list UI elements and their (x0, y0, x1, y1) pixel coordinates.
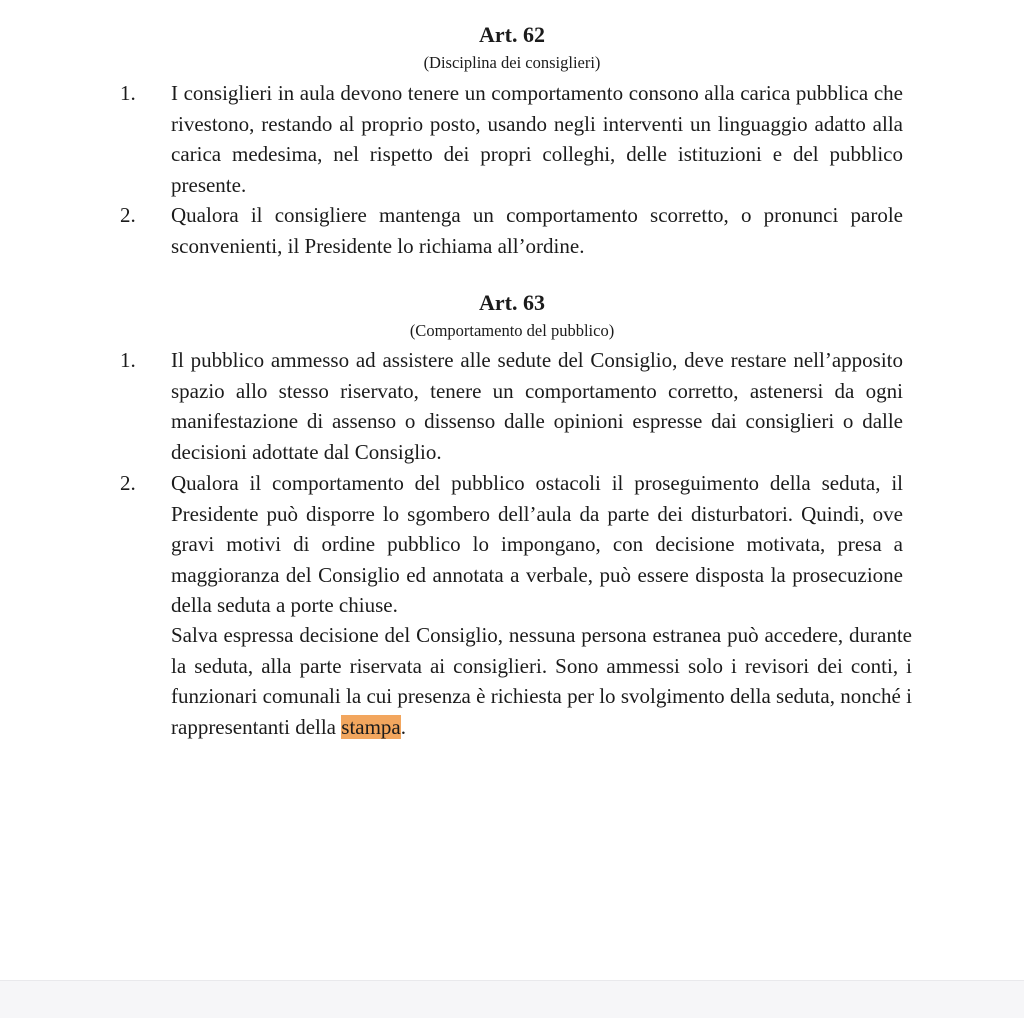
article-63-title: Art. 63 (479, 290, 545, 315)
article-63-subtitle: (Comportamento del pubblico) (409, 321, 615, 340)
closing-period: . (400, 714, 406, 739)
highlighted-word: stampa (341, 714, 401, 739)
article-63-item-2-text: Qualora il comportamento del pubblico ostacoli il proseguimento della seduta, il Presidente può disporre lo sgombero dell’aula da parte dei disturbatori. Quindi, ove gravi motivi di ordine pubblico lo impongano, con decisione motivata, presa a maggioranza del Consiglio ed annotata a verbale, può essere disposta la prosecuzione della seduta a porte chiuse. (171, 471, 903, 617)
article-62-title: Art. 62 (479, 22, 545, 47)
article-63-item-1-text: Il pubblico ammesso ad assistere alle sedute del Consiglio, deve restare nell’apposito spazio allo stesso riservato, tenere un comportamento corretto, astenersi da ogni manifestazione di assenso o dissenso dalle opinioni espresse dai consiglieri o dalle decisioni adottate dal Consiglio. (171, 348, 903, 464)
article-62-subtitle: (Disciplina dei consiglieri) (423, 53, 601, 72)
article-63-item-2-number: 2. (120, 471, 136, 495)
closing-text: Salva espressa decisione del Consiglio, nessuna persona estranea può accedere, durante la seduta, alla parte riservata ai consiglieri. Sono ammessi solo i revisori dei conti, i funzionari comunali la cui presenza è richiesta per lo svolgimento della seduta, nonché i rappresentanti della (171, 623, 912, 739)
article-62-item-2-number: 2. (120, 203, 136, 227)
article-63-closing-paragraph (171, 620, 912, 742)
article-62-item-1-text: I consiglieri in aula devono tenere un comportamento consono alla carica pubblica che rivestono, restando al proprio posto, usando negli interventi un linguaggio adatto alla carica medesima, nel rispetto dei propri colleghi, delle istituzioni e del pubblico presente. (171, 81, 903, 197)
article-62-item-1-number: 1. (120, 81, 136, 105)
article-63-item-1-number: 1. (120, 348, 136, 372)
viewer-bottom-bar (0, 980, 1024, 1018)
article-62-item-2-text: Qualora il consigliere mantenga un comportamento scorretto, o pronunci parole sconvenienti, il Presidente lo richiama all’ordine. (171, 203, 903, 258)
